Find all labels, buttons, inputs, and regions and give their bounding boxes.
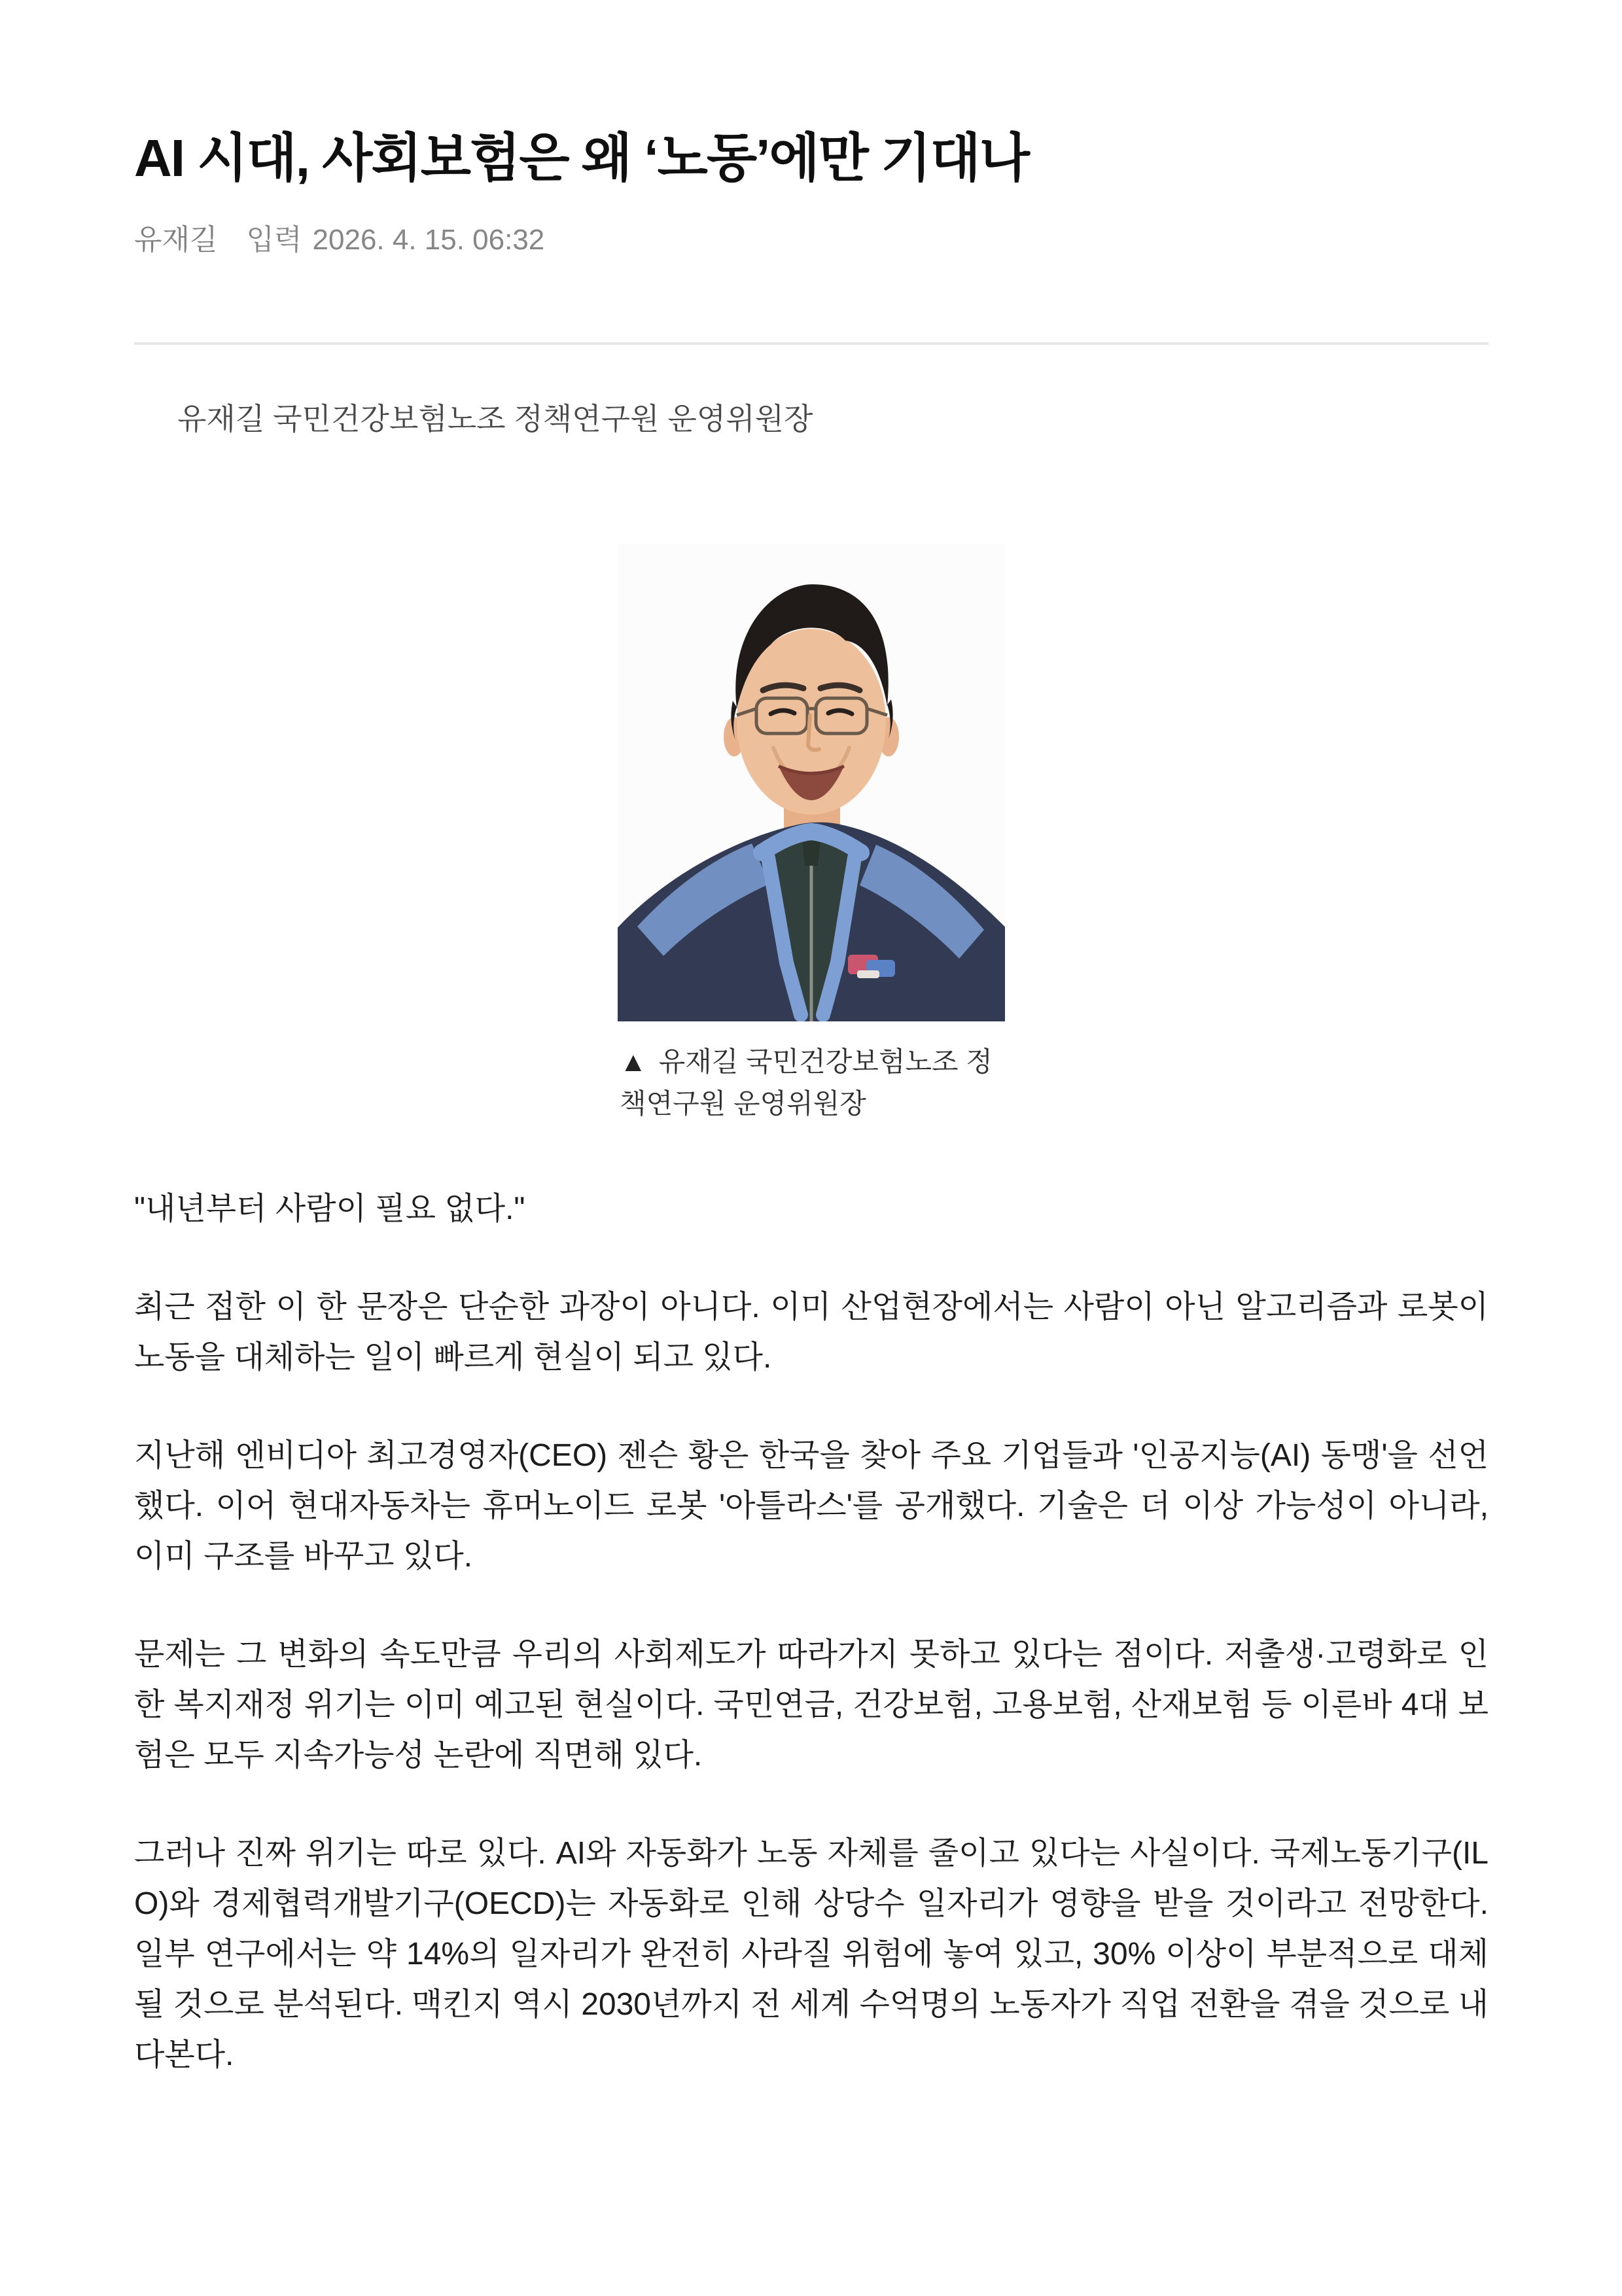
published-label: 입력 [246,224,302,256]
author-name-link[interactable]: 유재길 [134,224,218,256]
paragraph: 지난해 엔비디아 최고경영자(CEO) 젠슨 황은 한국을 찾아 주요 기업들과 '인공지능(AI) 동맹'을 선언했다. 이어 현대자동차는 휴머노이드 로봇 '아틀라스'를 공개했다. 기술은 더 이상 가능성이 아니라, 이미 구조를 바꾸고 있다. [134,1438,1489,1574]
portrait-photo[interactable] [618,544,1005,1021]
header-divider [134,342,1489,345]
portrait-illustration [618,544,1005,1021]
byline-caption: 유재길 국민건강보험노조 정책연구원 운영위원장 [177,402,813,436]
article-container [134,0,1489,2289]
paragraph: 문제는 그 변화의 속도만큼 우리의 사회제도가 따라가지 못하고 있다는 점이다. 저출생·고령화로 인한 복지재정 위기는 이미 예고된 현실이다. 국민연금, 건강보험, 고용보험, 산재보험 등 이른바 4대 보험은 모두 지속가능성 논란에 직면해 있다. [134,1636,1489,1773]
photo-caption [620,1041,1015,1125]
photo-caption-text: 유재길 국민건강보험노조 정책연구원 운영위원장 [620,1046,993,1119]
article-body [134,1184,1489,2289]
article-title: AI 시대, 사회보험은 왜 ‘노동’에만 기대나 [134,129,1029,187]
article-figure [134,544,1489,1125]
paragraph: 그러나 진짜 위기는 따로 있다. AI와 자동화가 노동 자체를 줄이고 있다는 사실이다. 국제노동기구(ILO)와 경제협력개발기구(OECD)는 자동화로 인해 상당수 일자리가 영향을 받을 것이라고 전망한다. 일부 연구에서는 약 14%의 일자리가 완전히 사라질 위험에 놓여 있고, 30% 이상이 부분적으로 대체될 것으로 분석된다. 맥킨지 역시 2030년까지 전 세계 수억명의 노동자가 직업 전환을 겪을 것으로 내다본다. [134,1835,1489,2072]
paragraph: 최근 접한 이 한 문장은 단순한 과장이 아니다. 이미 산업현장에서는 사람이 아닌 알고리즘과 로봇이 노동을 대체하는 일이 빠르게 현실이 되고 있다. [134,1289,1489,1375]
published-date: 2026. 4. 15. 06:32 [312,224,545,256]
caption-marker-triangle-icon: ▲ [620,1046,647,1077]
paragraph: "내년부터 사람이 필요 없다." [134,1191,525,1226]
byline-row [134,221,1489,258]
